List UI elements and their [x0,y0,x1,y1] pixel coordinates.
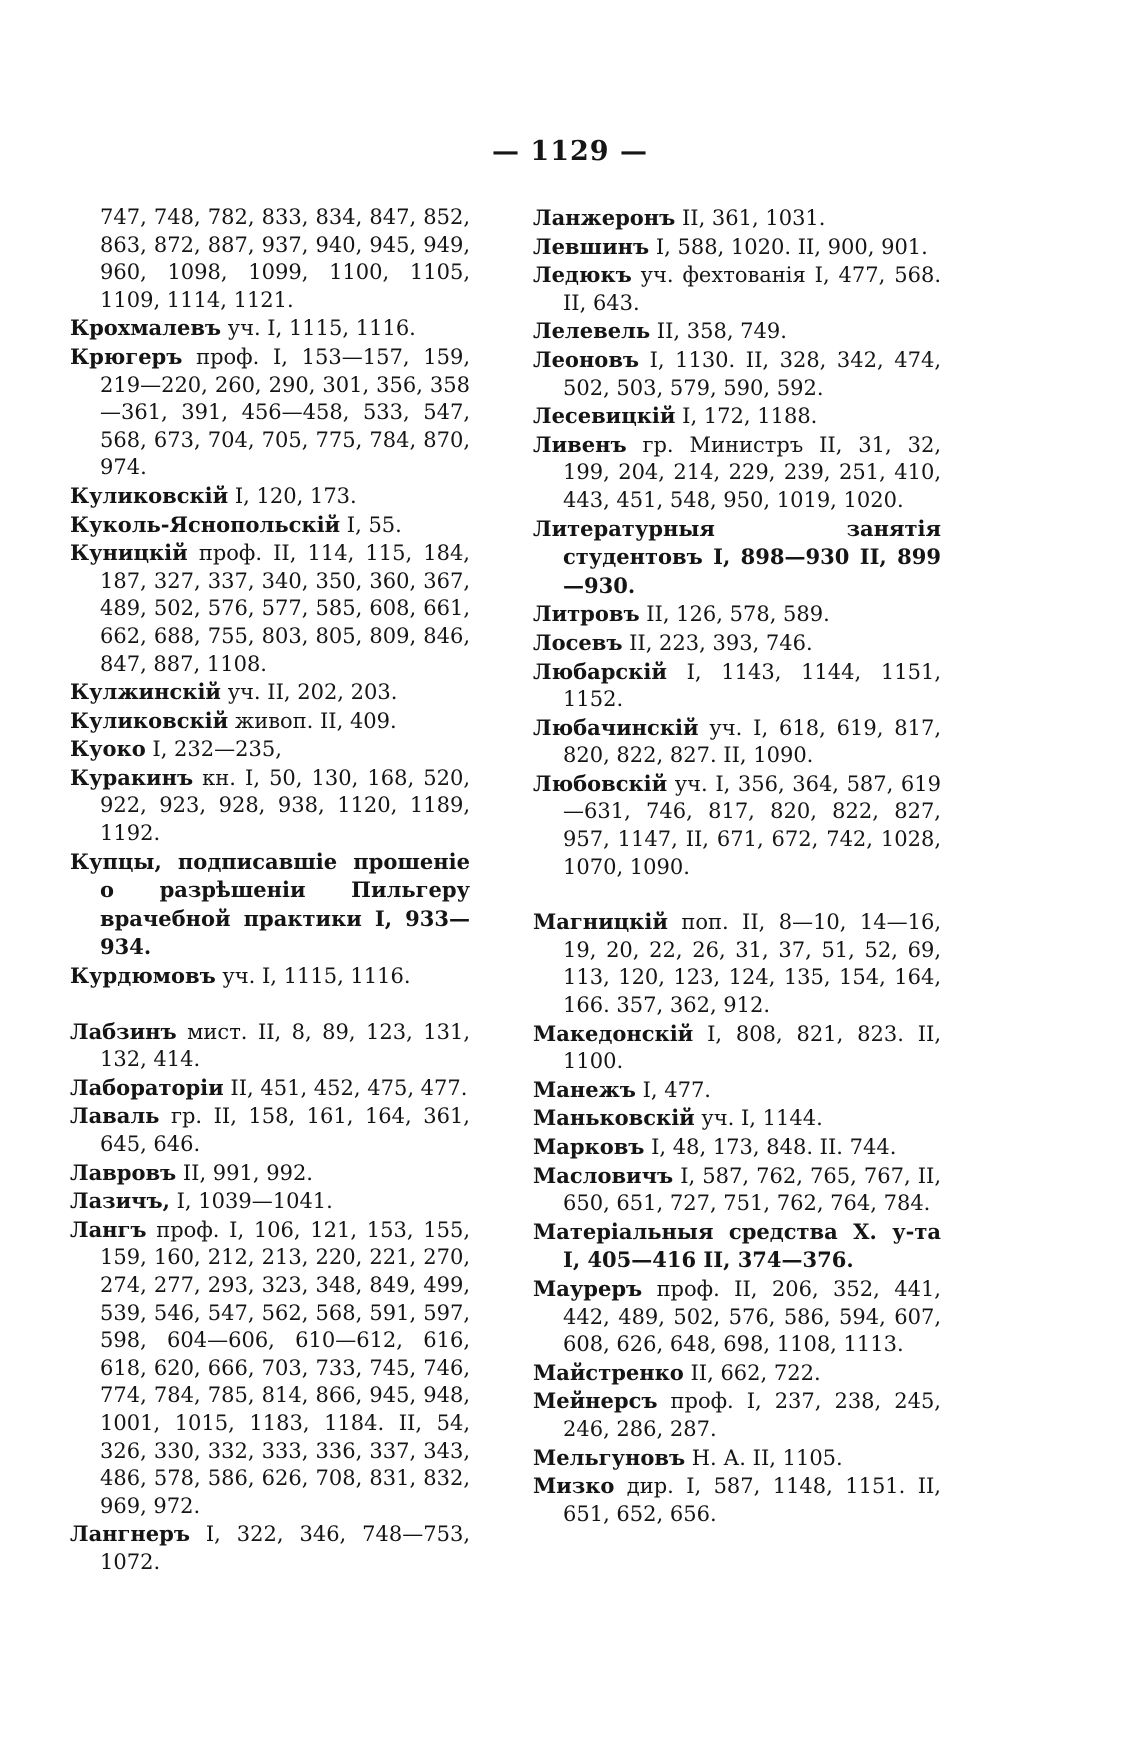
index-entry [70,1102,470,1158]
entry-refs: I, 1143, 1144, 1151, 1152. [563,659,941,712]
index-entry [70,1520,470,1576]
entry-refs: поп. II, 8—10, 14—16, 19, 20, 22, 26, 31, 37, 51, 52, 69, 113, 120, 123, 124, 135, 154, 164, 166. 357, 362, 912. [563,910,941,1018]
entry-heading: Куракинъ [70,764,194,790]
entry-heading: Македонскій [533,1020,694,1046]
entry-refs: I, 55. [340,512,402,537]
entry-refs: I, 477. [635,1077,711,1102]
index-entry [533,402,941,431]
entry-heading: Марковъ [533,1134,645,1159]
entry-refs: уч. I, 1144. [694,1106,823,1131]
index-entry [533,600,941,629]
page-number: — 1129 — [492,136,648,167]
index-entry [70,204,470,314]
entry-refs: средства Х. у-та I, 405—416 II, 374—376. [563,1218,941,1273]
index-entry [70,1187,470,1216]
entry-heading: Лелевель [533,318,651,344]
entry-refs: уч. II, 202, 203. [221,680,398,705]
entry-heading: Курдюмовъ [70,963,216,989]
entry-heading: Лазичъ, [70,1188,170,1214]
index-entry [70,707,470,736]
entry-heading: Лосевъ [533,629,623,655]
entry-heading: Куницкій [70,540,188,566]
index-entry [533,204,941,233]
index-entry [70,1159,470,1188]
index-entry [533,346,941,402]
index-entry [533,1104,941,1133]
index-entry [533,1133,941,1162]
entry-refs: гр. II, 158, 161, 164, 361, 645, 646. [100,1104,470,1156]
entry-refs: II, 451, 452, 475, 477. [223,1075,468,1100]
entry-refs: 747, 748, 782, 833, 834, 847, 852, 863, 872, 887, 937, 940, 945, 949, 960, 1098, 1099, 1100, 1105, 1109, 1114, 1121. [100,205,470,312]
entry-heading: Крюгеръ [70,343,183,369]
entry-heading: Куколь-Яснопольскій [70,511,341,537]
entry-heading: Ливенъ [533,431,627,457]
entry-heading: Левшинъ [533,233,650,259]
index-column-right [533,204,941,1528]
entry-refs: проф. I, 106, 121, 153, 155, 159, 160, 212, 213, 220, 221, 270, 274, 277, 293, 323, 348, 849, 499, 539, 546, 547, 562, 568, 591, 597, 598, 604—606, 610—612, 616, 618, 620, 666, 703, 733, 745, 746, 774, 784, 785, 814, 866, 945, 948, 1001, 1015, 1183, 1184. II, 54, 326, 330, 332, 333, 336, 337, 343, 486, 578, 586, 626, 708, 831, 832, 969, 972. [100,1217,470,1518]
index-entry [533,714,941,770]
index-entry [533,629,941,658]
index-entry [533,1444,941,1473]
entry-refs: I, 322, 346, 748—753, 1072. [100,1522,470,1574]
entry-heading: Ланжеронъ [533,205,676,230]
entry-heading: Леоновъ [533,346,640,372]
index-entry [70,1074,470,1103]
index-entry [533,1472,941,1528]
entry-refs: проф. I, 153—157, 159, 219—220, 260, 290, 301, 356, 358—361, 391, 456—458, 533, 547, 568, 673, 704, 705, 775, 784, 870, 974. [100,344,470,480]
entry-heading: Кулжинскій [70,679,222,705]
entry-refs: Н. А. II, 1105. [685,1445,843,1470]
entry-heading: Любовскій [533,770,668,796]
index-entry [533,515,941,601]
index-entry [533,261,941,317]
entry-heading: Крохмалевъ [70,315,222,341]
index-entry [70,343,470,482]
entry-refs: I, 1130. II, 328, 342, 474, 502, 503, 579, 590, 592. [563,347,941,400]
entry-refs: уч. I, 618, 619, 817, 820, 822, 827. II, 1090. [563,715,941,768]
index-entry [70,962,470,991]
entry-refs: II, 991, 992. [176,1160,313,1185]
entry-refs: I, 1039—1041. [169,1189,333,1214]
index-entry [533,1387,941,1443]
index-entry [70,764,470,848]
entry-refs: II, 126, 578, 589. [639,602,830,627]
entry-refs: дир. I, 587, 1148, 1151. II, 651, 652, 656. [563,1474,941,1526]
index-entry [533,1076,941,1105]
entry-heading: Мельгуновъ [533,1444,686,1470]
entry-heading: Магницкій [533,909,668,935]
entry-heading: Ледюкъ [533,262,632,288]
entry-refs: I, 588, 1020. II, 900, 901. [649,234,928,259]
entry-heading: Майстренко [533,1359,684,1385]
entry-heading: Лесевицкій [533,403,676,429]
index-entry [533,1359,941,1388]
entry-refs: I, 120, 173. [228,483,357,508]
index-entry [533,431,941,515]
index-entry [70,511,470,540]
index-entry [70,848,470,962]
index-entry [533,1162,941,1218]
index-entry [533,1020,941,1076]
entry-refs: проф. II, 206, 352, 441, 442, 489, 502, 576, 586, 594, 607, 608, 626, 648, 698, 1108, 1113. [563,1276,941,1357]
entry-refs: живоп. II, 409. [228,708,397,733]
entry-refs: занятія студентовъ I, 898—930 II, 899—930. [563,515,941,598]
entry-refs: уч. I, 1115, 1116. [221,316,416,341]
entry-refs: I, 48, 173, 848. II. 744. [644,1135,897,1159]
index-entry [533,317,941,346]
entry-refs: I, 587, 762, 765, 767, II, 650, 651, 727, 751, 762, 764, 784. [563,1163,941,1216]
entry-heading: Манежъ [533,1076,636,1102]
index-entry [70,1216,470,1521]
entry-heading: Куликовскій [70,482,229,508]
entry-refs: проф. I, 237, 238, 245, 246, 286, 287. [563,1389,941,1441]
entry-heading: Лангъ [70,1216,147,1242]
entry-heading: Мизко [533,1473,615,1499]
index-entry [70,539,470,678]
entry-heading: Мейнерсъ [533,1388,658,1414]
entry-heading: Мауреръ [533,1275,643,1301]
index-column-left [70,204,470,1577]
index-entry [533,233,941,262]
index-entry [70,482,470,511]
entry-heading: Любачинскій [533,714,699,740]
entry-heading: Маньковскій [533,1105,695,1131]
entry-refs: уч. фехтованія I, 477, 568. II, 643. [563,263,941,315]
entry-refs: кн. I, 50, 130, 168, 520, 922, 923, 928, 938, 1120, 1189, 1192. [100,765,470,846]
entry-heading: Лангнеръ [70,1521,190,1547]
entry-refs: II, 361, 1031. [675,206,826,230]
entry-refs: подписавшіе прошеніе о разрѣшеніи Пильгеру врачебной практики I, 933—934. [100,848,470,960]
entry-refs: I, 232—235, [145,737,282,762]
entry-heading: Литературныя [533,515,715,541]
index-entry [70,735,470,764]
index-entry [533,658,941,714]
index-entry [70,314,470,343]
entry-refs: уч. I, 356, 364, 587, 619—631, 746, 817, 820, 822, 827, 957, 1147, II, 671, 672, 742, 1028, 1070, 1090. [563,771,941,879]
index-entry [533,1218,941,1275]
entry-heading: Лабораторіи [70,1074,224,1100]
index-entry [533,908,941,1019]
entry-heading: Лавровъ [70,1159,177,1185]
entry-refs: I, 808, 821, 823. II, 1100. [563,1021,941,1074]
entry-heading: Куоко [70,736,146,762]
entry-heading: Любарскій [533,658,667,684]
entry-heading: Купцы, [70,848,162,874]
entry-refs: II, 223, 393, 746. [622,630,813,655]
entry-heading: Лаваль [70,1103,160,1129]
index-entry [70,1018,470,1074]
entry-refs: I, 172, 1188. [675,404,818,429]
index-entry [533,1275,941,1359]
index-entry [70,678,470,707]
entry-heading: Куликовскій [70,707,229,733]
entry-heading: Лабзинъ [70,1018,177,1044]
entry-refs: мист. II, 8, 89, 123, 131, 132, 414. [100,1019,470,1072]
entry-refs: уч. I, 1115, 1116. [215,964,411,989]
entry-heading: Масловичъ [533,1162,674,1188]
entry-refs: II, 358, 749. [650,319,787,344]
entry-refs: II, 662, 722. [683,1360,821,1385]
entry-heading: Матеріальныя [533,1218,714,1244]
entry-refs: проф. II, 114, 115, 184, 187, 327, 337, 340, 350, 360, 367, 489, 502, 576, 577, 585, 608, 661, 662, 688, 755, 803, 805, 809, 846, 847, 887, 1108. [100,541,470,676]
entry-refs: гр. Министръ II, 31, 32, 199, 204, 214, 229, 239, 251, 410, 443, 451, 548, 950, 1019, 1020. [563,432,941,512]
entry-heading: Литровъ [533,601,640,627]
index-entry [533,770,941,881]
